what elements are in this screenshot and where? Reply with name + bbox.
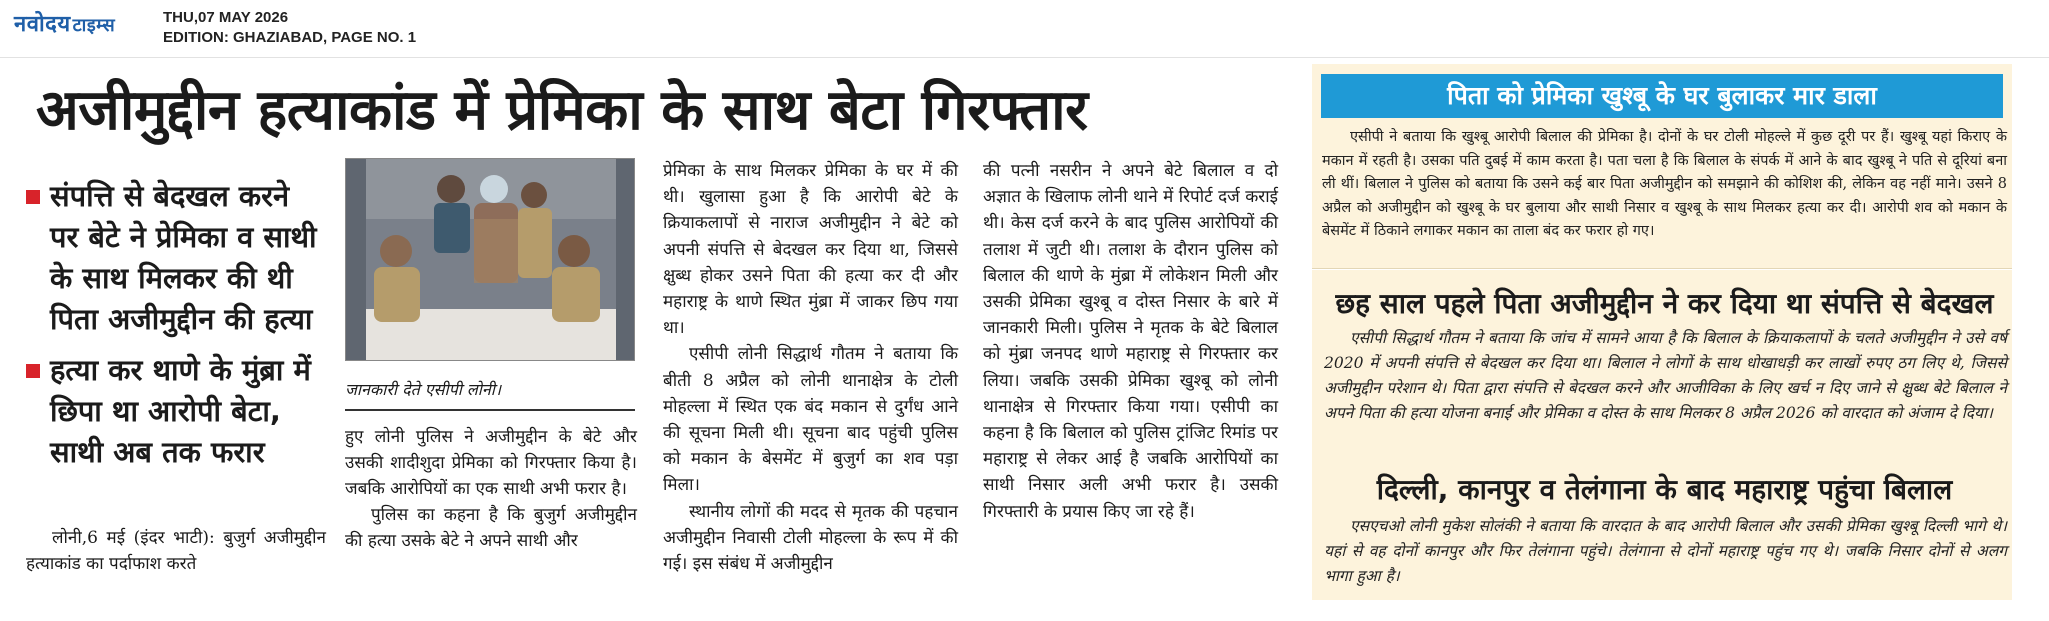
newspaper-logo[interactable]: [14, 8, 115, 38]
sidebar-box-2: [1312, 270, 2012, 600]
sidebar-paragraph-1: एसीपी सिद्धार्थ गौतम ने बताया कि जांच में सामने आया है कि बिलाल के क्रियाकलापों के चलते अजीमुद्दीन ने उसे वर्ष 2020 में अपनी संपत्ति से बेदखल कर दिया था। बिलाल ने लोगों के साथ धोखाधड़ी कर लाखों रुपए ठग लिए थे, जिससे अजीमुद्दीन परेशान थे। पिता द्वारा संपत्ति से बेदखल करने और आजीविका के लिए खर्च न दिए जाने से क्षुब्ध बेटे बिलाल ने अपने पिता की हत्या योजना बनाई और प्रेमिका व दोस्त के साथ मिलकर 8 अप्रैल 2026 को वारदात को अंजाम दे दिया।: [1324, 329, 2007, 422]
story-paragraph: हुए लोनी पुलिस ने अजीमुद्दीन के बेटे और उसकी शादीशुदा प्रेमिका को गिरफ्तार किया है। जबकि आरोपियों का एक साथी अभी फरार है।: [345, 427, 637, 499]
red-square-icon: [26, 364, 40, 378]
sidebar-subheading-1: छह साल पहले पिता अजीमुद्दीन ने कर दिया था संपत्ति से बेदखल: [1335, 287, 1994, 320]
police-officers-photo-icon: [346, 159, 635, 361]
story-paragraph: स्थानीय लोगों की मदद से मृतक की पहचान अजीमुद्दीन निवासी टोली मोहल्ला के रूप में की गई। इस संबंध में अजीमुद्दीन: [663, 501, 958, 575]
sidebar-box-1-body: एसीपी ने बताया कि खुश्बू आरोपी बिलाल की प्रेमिका है। दोनों के घर टोली मोहल्ले में कुछ दूरी पर हैं। खुश्बू यहां किराए के मकान में रहती है। उसका पति दुबई में काम करता है। पता चला है कि बिलाल के संपर्क में आने के बाद खुश्बू ने पति से दूरियां बना ली थीं। बिलाल ने पुलिस को बताया कि उसने कई बार पिता अजीमुद्दीन को समझाने की कोशिश की, लेकिन वह नहीं माने। उसने 8 अप्रैल को अजीमुद्दीन को खुश्बू के घर बुलाया और साथी निसार व खुश्बू के साथ मिलकर हत्या कर दी। आरोपी शव को मकान के बेसमेंट में ठिकाने लगाकर मकान का ताला बंद कर फरार हो गए।: [1322, 129, 2007, 239]
highlight-item: [26, 176, 326, 340]
story-column-4: [983, 158, 1278, 525]
masthead: [0, 0, 2049, 58]
edition-page: EDITION: GHAZIABAD, PAGE NO. 1: [163, 29, 417, 46]
highlight-text: हत्या कर थाणे के मुंब्रा में छिपा था आरोपी बेटा, साथी अब तक फरार: [50, 353, 311, 469]
highlight-item: [26, 350, 326, 473]
story-column-2: [345, 424, 637, 554]
red-square-icon: [26, 190, 40, 204]
issue-date: THU,07 MAY 2026: [163, 9, 289, 26]
news-photo: [345, 158, 635, 361]
story-column-3: [663, 158, 958, 577]
sidebar-box-1: [1312, 64, 2012, 269]
main-headline: अजीमुद्दीन हत्याकांड में प्रेमिका के साथ बेटा गिरफ्तार: [36, 78, 1088, 143]
sidebar-subheading-2: दिल्ली, कानपुर व तेलंगाना के बाद महाराष्ट्र पहुंचा बिलाल: [1376, 473, 1953, 506]
edition-info: [163, 8, 416, 48]
sidebar-box-1-title: पिता को प्रेमिका खुश्बू के घर बुलाकर मार डाला: [1321, 74, 2003, 118]
photo-caption: जानकारी देते एसीपी लोनी।: [345, 379, 635, 411]
logo-sub: टाइम्स: [72, 15, 116, 36]
sidebar-paragraph-2: एसएचओ लोनी मुकेश सोलंकी ने बताया कि वारदात के बाद आरोपी बिलाल और उसकी प्रेमिका खुश्बू दिल्ली भागे थे। यहां से वह दोनों कानपुर और फिर तेलंगाना पहुंचे। तेलंगाना से दोनों महाराष्ट्र पहुंच गए थे। जबकि निसार दोनों से अलग भागा हुआ है।: [1324, 517, 2007, 585]
story-paragraph: की पत्नी नसरीन ने अपने बेटे बिलाल व दो अज्ञात के खिलाफ लोनी थाने में रिपोर्ट दर्ज कराई थी। केस दर्ज करने के बाद पुलिस आरोपियों की तलाश में जुटी थी। तलाश के दौरान पुलिस को बिलाल की थाणे के मुंब्रा में लोकेशन मिली और उसकी प्रेमिका खुश्बू व दोस्त निसार के बारे में जानकारी मिली। पुलिस ने मृतक के बेटे बिलाल को मुंब्रा जनपद थाणे महाराष्ट्र से गिरफ्तार कर लिया। जबकि उसकी प्रेमिका खुश्बू को लोनी थानाक्षेत्र से गिरफ्तार किया गया। एसीपी का कहना है कि बिलाल को पुलिस ट्रांजिट रिमांड पर महाराष्ट्र से लेकर आई है जबकि आरोपियों का साथी निसार अली अभी फरार है। उसकी गिरफ्तारी के प्रयास किए जा रहे हैं।: [983, 161, 1278, 522]
story-paragraph: एसीपी लोनी सिद्धार्थ गौतम ने बताया कि बीती 8 अप्रैल को लोनी थानाक्षेत्र के टोली मोहल्ला में स्थित एक बंद मकान से दुर्गंध आने की सूचना मिली थी। सूचना बाद पहुंची पुलिस को मकान के बेसमेंट में बुजुर्ग का शव पड़ा मिला।: [663, 344, 958, 496]
highlight-text: संपत्ति से बेदखल करने पर बेटे ने प्रेमिका व साथी के साथ मिलकर की थी पिता अजीमुद्दीन की हत्या: [50, 179, 317, 336]
dateline-paragraph: लोनी,6 मई (इंदर भाटी): बुजुर्ग अजीमुद्दीन हत्याकांड का पर्दाफाश करते: [26, 528, 326, 574]
story-paragraph: पुलिस का कहना है कि बुजुर्ग अजीमुद्दीन की हत्या उसके बेटे ने अपने साथी और: [345, 505, 637, 551]
story-paragraph: प्रेमिका के साथ मिलकर प्रेमिका के घर में की थी। खुलासा हुआ है कि आरोपी बेटे के क्रियाकलापों से नाराज अजीमुद्दीन ने बेटे को अपनी संपत्ति से बेदखल कर दिया था, जिससे क्षुब्ध होकर उसने पिता की हत्या कर दी और महाराष्ट्र के थाणे स्थित मुंब्रा में जाकर छिप गया था।: [663, 161, 958, 339]
highlights-column: [26, 176, 326, 483]
logo-main: नवोदय: [14, 12, 71, 37]
